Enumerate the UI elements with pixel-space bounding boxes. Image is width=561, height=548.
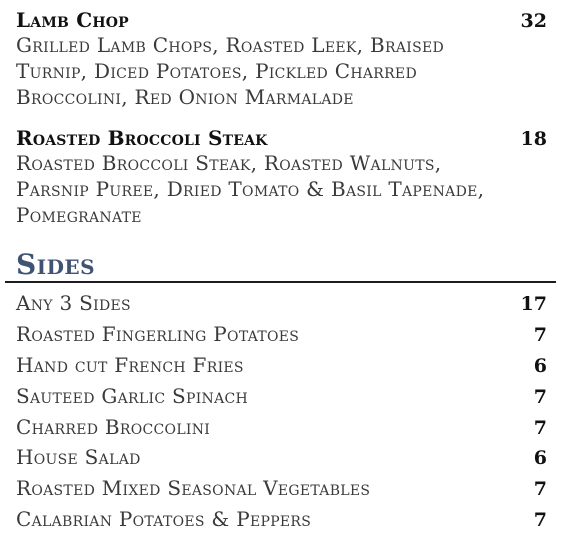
side-item-price: 7 — [533, 509, 547, 532]
side-item-name: Roasted Mixed Seasonal Vegetables — [16, 476, 371, 501]
side-item-name: Sauteed Garlic Spinach — [16, 383, 249, 408]
menu-item-description: Roasted Broccoli Steak, Roasted Walnuts, Parsnip Puree, Dried Tomato & Basil Tapenade, Pomegranate — [16, 151, 485, 227]
menu-item-name: Lamb Chop — [16, 8, 129, 32]
side-item — [16, 291, 547, 322]
side-item-name: Roasted Fingerling Potatoes — [16, 321, 300, 346]
menu-item-roasted-broccoli-steak — [16, 126, 547, 228]
side-item-name: Charred Broccolini — [16, 414, 211, 439]
side-item — [16, 322, 547, 353]
menu-item-description: Grilled Lamb Chops, Roasted Leek, Braised Turnip, Diced Potatoes, Pickled Charred Broccolini, Red Onion Marmalade — [16, 33, 445, 109]
side-item — [16, 384, 547, 415]
menu-item-header — [16, 8, 547, 32]
side-item-price: 7 — [533, 323, 547, 346]
side-item-price: 7 — [533, 416, 547, 439]
side-item-name: House Salad — [16, 445, 141, 470]
sides-list — [16, 291, 547, 538]
side-item — [16, 415, 547, 446]
side-item-price: 6 — [533, 447, 547, 470]
menu-item-lamb-chop — [16, 8, 547, 110]
side-item-price: 7 — [533, 478, 547, 501]
menu-item-price: 18 — [520, 128, 547, 150]
side-item — [16, 476, 547, 507]
side-item-price: 7 — [533, 385, 547, 408]
menu-item-price: 32 — [520, 10, 547, 32]
side-item-name: Hand cut French Fries — [16, 352, 244, 377]
menu-item-header — [16, 126, 547, 150]
side-item — [16, 445, 547, 476]
side-item-price: 6 — [533, 354, 547, 377]
menu-item-name: Roasted Broccoli Steak — [16, 126, 268, 150]
side-item-price: 17 — [520, 293, 547, 315]
section-title-sides: Sides — [16, 248, 96, 281]
side-item-name: Calabrian Potatoes & Peppers — [16, 507, 312, 532]
section-divider — [5, 281, 556, 283]
side-item-name: Any 3 Sides — [16, 291, 131, 315]
side-item — [16, 507, 547, 538]
side-item — [16, 353, 547, 384]
